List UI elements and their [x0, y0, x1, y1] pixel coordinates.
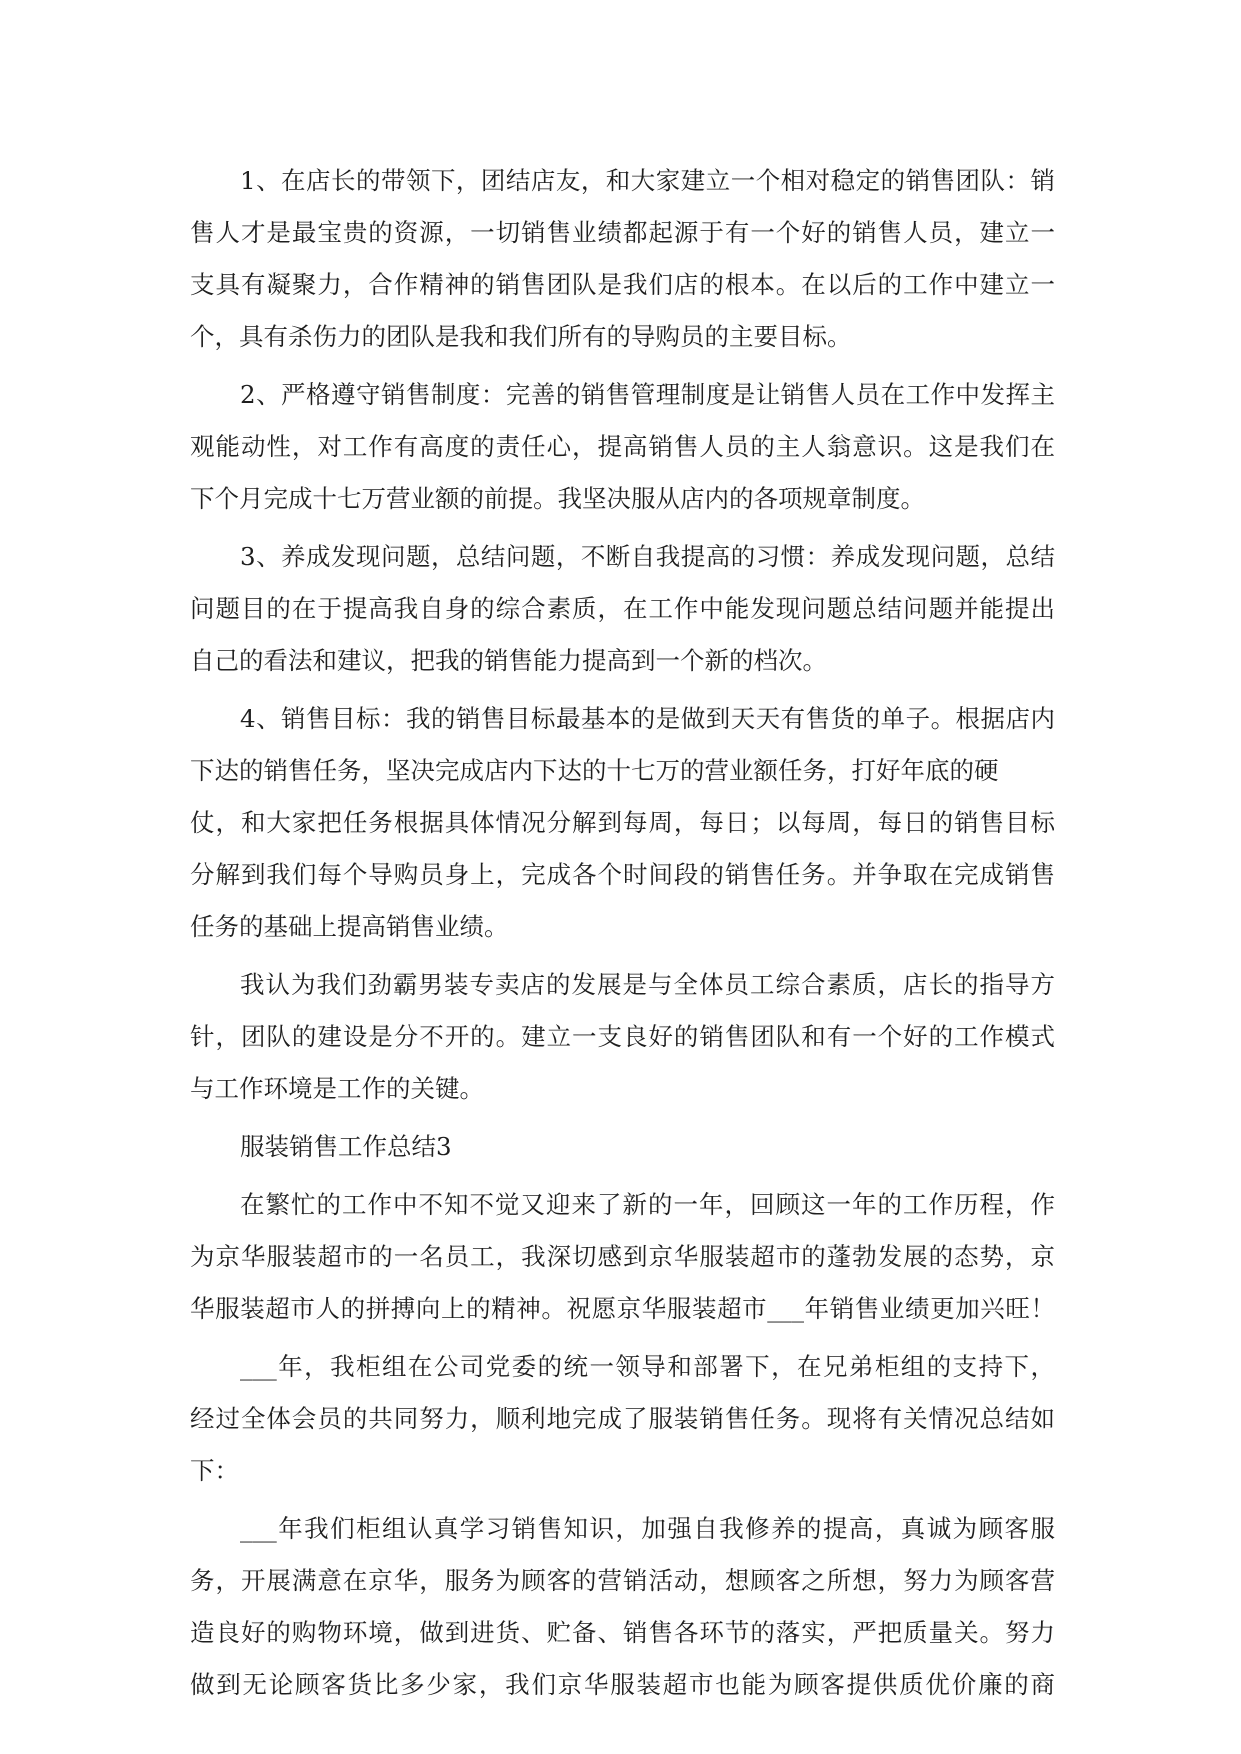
- paragraph-line: 4、销售目标：我的销售目标最基本的是做到天天有售货的单子。根据店内: [240, 704, 1055, 733]
- paragraph-line: 经过全体会员的共同努力，顺利地完成了服装销售任务。现将有关情况总结如: [190, 1404, 1055, 1433]
- paragraph-line: 务，开展满意在京华，服务为顾客的营销活动，想顾客之所想，努力为顾客营: [190, 1566, 1055, 1595]
- paragraph-line: ___年，我柜组在公司党委的统一领导和部署下，在兄弟柜组的支持下，: [240, 1352, 1055, 1381]
- paragraph-line: 个，具有杀伤力的团队是我和我们所有的导购员的主要目标。: [190, 322, 852, 351]
- paragraph-line: 下个月完成十七万营业额的前提。我坚决服从店内的各项规章制度。: [190, 484, 925, 513]
- document-body: [190, 155, 1055, 1711]
- paragraph-line: 下：: [190, 1456, 239, 1485]
- paragraph-line: 支具有凝聚力，合作精神的销售团队是我们店的根本。在以后的工作中建立一: [190, 270, 1055, 299]
- paragraph-line: 观能动性，对工作有高度的责任心，提高销售人员的主人翁意识。这是我们在: [190, 432, 1055, 461]
- paragraph-line: 在繁忙的工作中不知不觉又迎来了新的一年，回顾这一年的工作历程，作: [240, 1190, 1055, 1219]
- paragraph-line: 为京华服装超市的一名员工，我深切感到京华服装超市的蓬勃发展的态势，京: [190, 1242, 1055, 1271]
- paragraph-line: 售人才是最宝贵的资源，一切销售业绩都起源于有一个好的销售人员，建立一: [190, 218, 1055, 247]
- paragraph-line: ___年我们柜组认真学习销售知识，加强自我修养的提高，真诚为顾客服: [240, 1514, 1055, 1543]
- paragraph-line: 分解到我们每个导购员身上，完成各个时间段的销售任务。并争取在完成销售: [190, 860, 1055, 889]
- paragraph-line: 造良好的购物环境，做到进货、贮备、销售各环节的落实，严把质量关。努力: [190, 1618, 1055, 1647]
- section-title: 服装销售工作总结3: [240, 1132, 452, 1161]
- paragraph-line: 任务的基础上提高销售业绩。: [190, 912, 509, 941]
- paragraph-line: 3、养成发现问题，总结问题，不断自我提高的习惯：养成发现问题，总结: [240, 542, 1055, 571]
- paragraph-line: 仗，和大家把任务根据具体情况分解到每周，每日；以每周，每日的销售目标: [190, 808, 1055, 837]
- paragraph-line: 华服装超市人的拼搏向上的精神。祝愿京华服装超市___年销售业绩更加兴旺！: [190, 1294, 1055, 1323]
- paragraph-line: 2、严格遵守销售制度：完善的销售管理制度是让销售人员在工作中发挥主: [240, 380, 1055, 409]
- paragraph-line: 与工作环境是工作的关键。: [190, 1074, 484, 1103]
- paragraph-line: 1、在店长的带领下，团结店友，和大家建立一个相对稳定的销售团队：销: [240, 166, 1055, 195]
- paragraph-line: 问题目的在于提高我自身的综合素质，在工作中能发现问题总结问题并能提出: [190, 594, 1055, 623]
- paragraph-line: 我认为我们劲霸男装专卖店的发展是与全体员工综合素质，店长的指导方: [240, 970, 1055, 999]
- paragraph-line: 下达的销售任务，坚决完成店内下达的十七万的营业额任务，打好年底的硬: [190, 756, 999, 785]
- paragraph-line: 针，团队的建设是分不开的。建立一支良好的销售团队和有一个好的工作模式: [190, 1022, 1055, 1051]
- paragraph-line: 自己的看法和建议，把我的销售能力提高到一个新的档次。: [190, 646, 827, 675]
- paragraph-line: 做到无论顾客货比多少家，我们京华服装超市也能为顾客提供质优价廉的商: [190, 1670, 1055, 1699]
